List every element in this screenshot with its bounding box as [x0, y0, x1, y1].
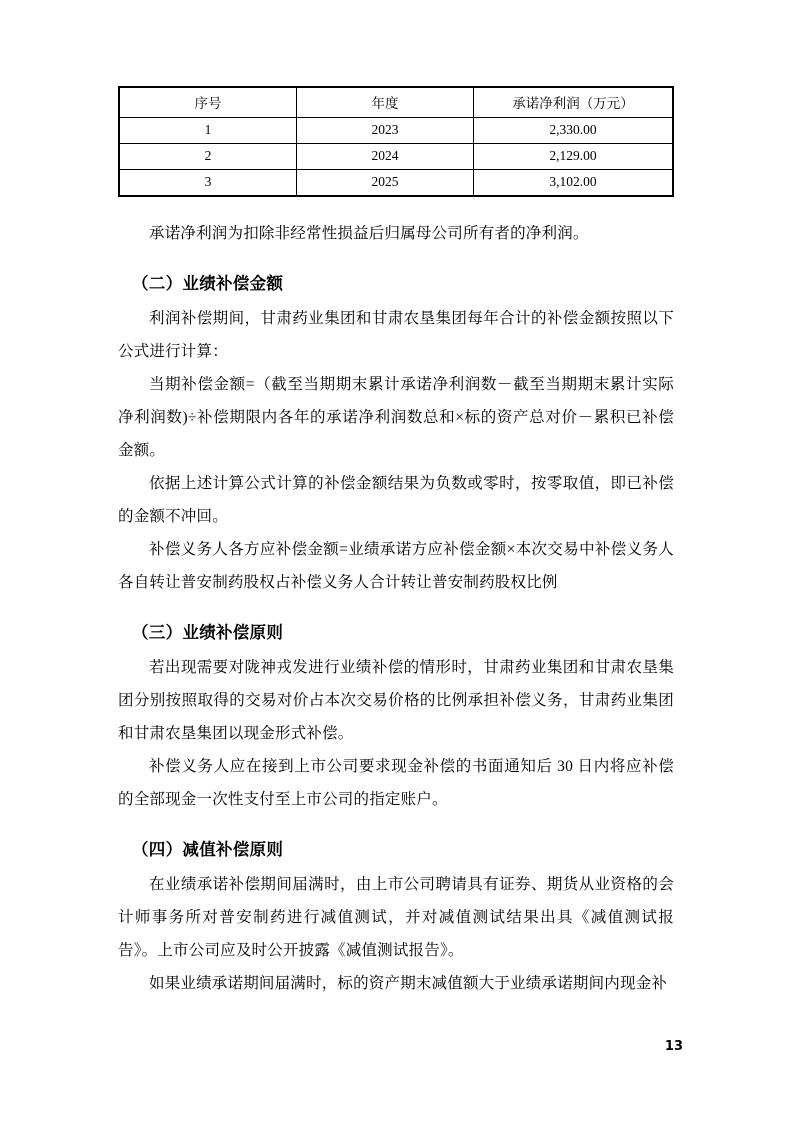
table-row: [119, 170, 673, 197]
section-heading-4: （四）减值补偿原则: [132, 840, 284, 859]
paragraph-after-table: 承诺净利润为扣除非经常性损益后归属母公司所有者的净利润。: [149, 225, 589, 242]
table-body: [119, 118, 673, 197]
cell-amount: 2,330.00: [473, 118, 673, 144]
page-content: [118, 86, 674, 1000]
cell-year: 2023: [296, 118, 473, 144]
paragraph: 在业绩承诺补偿期间届满时，由上市公司聘请具有证券、期货从业资格的会计师事务所对普安制药进行减值测试，并对减值测试结果出具《减值测试报告》。上市公司应及时公开披露《减值测试报告》。: [118, 876, 674, 959]
cell-no: 3: [119, 170, 296, 197]
column-header-year: 年度: [296, 87, 473, 118]
table-row: [119, 144, 673, 170]
cell-year: 2024: [296, 144, 473, 170]
table-row: [119, 118, 673, 144]
page-number: 13: [664, 1039, 683, 1054]
paragraph: 补偿义务人各方应补偿金额=业绩承诺方应补偿金额×本次交易中补偿义务人各自转让普安制药股权占补偿义务人合计转让普安制药股权比例: [118, 541, 674, 591]
paragraph: 补偿义务人应在接到上市公司要求现金补偿的书面通知后 30 日内将应补偿的全部现金一次性支付至上市公司的指定账户。: [118, 758, 674, 808]
paragraph: 若出现需要对陇神戎发进行业绩补偿的情形时，甘肃药业集团和甘肃农垦集团分别按照取得的交易对价占本次交易价格的比例承担补偿义务，甘肃药业集团和甘肃农垦集团以现金形式补偿。: [118, 659, 674, 742]
paragraph: 当期补偿金额=（截至当期期末累计承诺净利润数－截至当期期末累计实际净利润数)÷补偿期限内各年的承诺净利润数总和×标的资产总对价－累积已补偿金额。: [118, 376, 674, 459]
paragraph: 如果业绩承诺期间届满时，标的资产期末减值额大于业绩承诺期间内现金补: [149, 975, 668, 992]
table-header: [119, 87, 673, 118]
cell-amount: 3,102.00: [473, 170, 673, 197]
cell-no: 1: [119, 118, 296, 144]
promised-profit-table: [118, 86, 674, 197]
section-heading-3: （三）业绩补偿原则: [132, 623, 284, 642]
cell-amount: 2,129.00: [473, 144, 673, 170]
cell-year: 2025: [296, 170, 473, 197]
paragraph: 利润补偿期间，甘肃药业集团和甘肃农垦集团每年合计的补偿金额按照以下公式进行计算：: [118, 310, 674, 360]
section-heading-2: （二）业绩补偿金额: [132, 274, 284, 293]
table-header-row: [119, 87, 673, 118]
column-header-no: 序号: [119, 87, 296, 118]
paragraph: 依据上述计算公式计算的补偿金额结果为负数或零时，按零取值，即已补偿的金额不冲回。: [118, 475, 674, 525]
cell-no: 2: [119, 144, 296, 170]
column-header-amount: 承诺净利润（万元）: [473, 87, 673, 118]
